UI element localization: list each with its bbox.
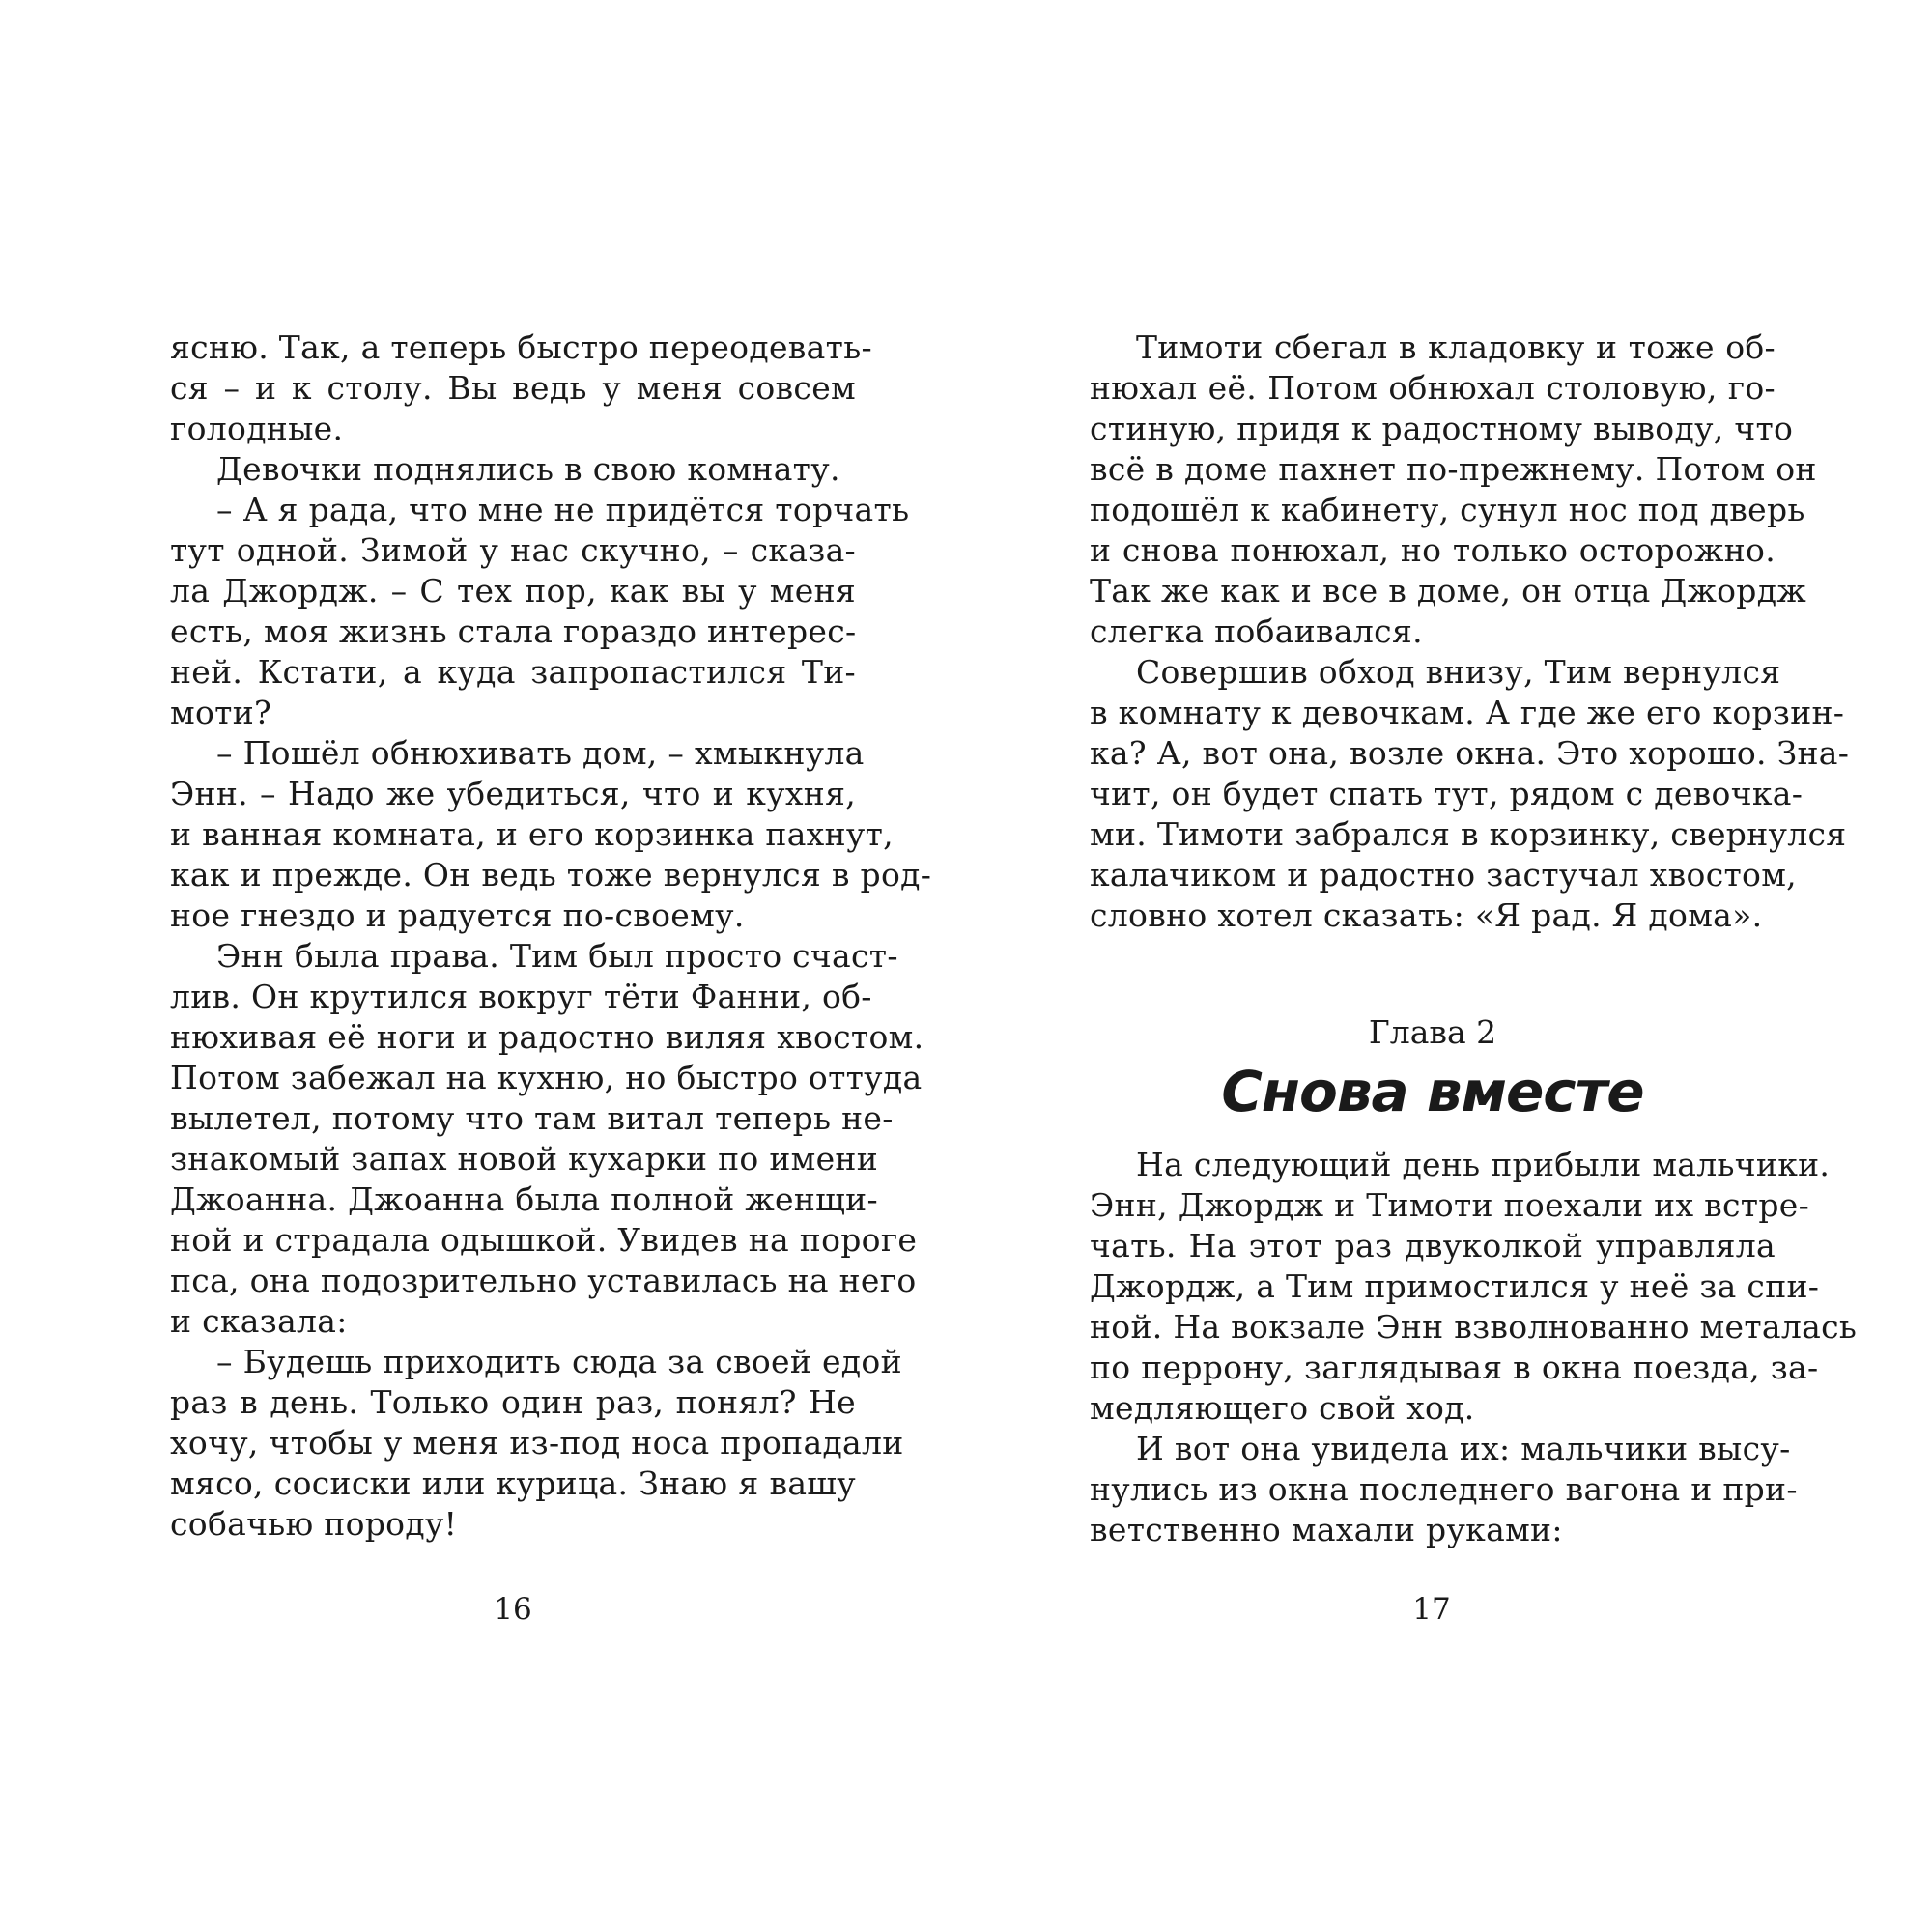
- text-line: – А я рада, что мне не придётся торчать: [216, 491, 910, 528]
- text-line: ветственно махали руками:: [1090, 1511, 1563, 1548]
- chapter-title: Снова вместе: [1221, 1059, 1644, 1124]
- text-line: пса, она подозрительно уставилась на него: [170, 1262, 917, 1299]
- text-line: калачиком и радостно застучал хвостом,: [1090, 856, 1797, 894]
- text-line: ка? А, вот она, возле окна. Это хорошо. Зна-: [1090, 734, 1850, 772]
- text-line: тут одной. Зимой у нас скучно, – сказа-: [170, 531, 856, 569]
- chapter-label: Глава 2: [1368, 1013, 1497, 1051]
- text-line: слегка побаивался.: [1090, 612, 1423, 650]
- text-line: нулись из окна последнего вагона и при-: [1090, 1470, 1798, 1508]
- text-line: есть, моя жизнь стала гораздо интерес-: [170, 612, 857, 650]
- text-line: стиную, придя к радостному выводу, что: [1090, 410, 1794, 447]
- text-line: лив. Он крутился вокруг тёти Фанни, об-: [170, 978, 872, 1015]
- text-line: нюхивая её ноги и радостно виляя хвостом.: [170, 1018, 924, 1056]
- text-line: нюхал её. Потом обнюхал столовую, го-: [1090, 369, 1776, 407]
- text-line: Тимоти сбегал в кладовку и тоже об-: [1136, 328, 1776, 366]
- text-line: словно хотел сказать: «Я рад. Я дома».: [1090, 896, 1763, 934]
- text-line: Энн, Джордж и Тимоти поехали их встре-: [1090, 1186, 1810, 1224]
- text-line: раз в день. Только один раз, понял? Не: [170, 1383, 856, 1421]
- text-line: как и прежде. Он ведь тоже вернулся в род-: [170, 856, 932, 894]
- text-line: – Будешь приходить сюда за своей едой: [216, 1343, 902, 1380]
- text-line: ла Джордж. – С тех пор, как вы у меня: [170, 572, 856, 610]
- text-line: по перрону, заглядывая в окна поезда, за-: [1090, 1349, 1819, 1386]
- text-line: медляющего свой ход.: [1090, 1389, 1475, 1427]
- text-line: ми. Тимоти забрался в корзинку, свернулся: [1090, 815, 1847, 853]
- text-line: чит, он будет спать тут, рядом с девочка-: [1090, 775, 1804, 812]
- text-line: ся – и к столу. Вы ведь у меня совсем: [170, 369, 856, 407]
- text-line: моти?: [170, 694, 271, 731]
- page-number: 16: [494, 1592, 532, 1627]
- text-line: Джордж, а Тим примостился у неё за спи-: [1090, 1267, 1820, 1305]
- text-line: вылетел, потому что там витал теперь не-: [170, 1099, 894, 1137]
- text-line: ней. Кстати, а куда запропастился Ти-: [170, 653, 856, 691]
- text-line: чать. На этот раз двуколкой управляла: [1090, 1227, 1776, 1264]
- text-line: И вот она увидела их: мальчики высу-: [1136, 1430, 1791, 1467]
- text-line: На следующий день прибыли мальчики.: [1136, 1146, 1831, 1183]
- right-page: [966, 0, 1932, 1932]
- text-line: всё в доме пахнет по-прежнему. Потом он: [1090, 450, 1817, 488]
- text-line: Энн была права. Тим был просто счаст-: [216, 937, 898, 975]
- text-line: Так же как и все в доме, он отца Джордж: [1090, 572, 1807, 610]
- text-line: ной и страдала одышкой. Увидев на пороге: [170, 1221, 918, 1259]
- text-line: Совершив обход внизу, Тим вернулся: [1136, 653, 1781, 691]
- text-line: и снова понюхал, но только осторожно.: [1090, 531, 1776, 569]
- text-line: ясню. Так, а теперь быстро переодевать-: [170, 328, 872, 366]
- text-line: – Пошёл обнюхивать дом, – хмыкнула: [216, 734, 865, 772]
- page-number: 17: [1412, 1592, 1451, 1627]
- text-line: хочу, чтобы у меня из-под носа пропадали: [170, 1424, 904, 1462]
- text-line: собачью породу!: [170, 1505, 458, 1543]
- text-line: Потом забежал на кухню, но быстро оттуда: [170, 1059, 923, 1096]
- text-line: ной. На вокзале Энн взволнованно металась: [1090, 1308, 1858, 1346]
- text-line: в комнату к девочкам. А где же его корзин-: [1090, 694, 1845, 731]
- text-line: знакомый запах новой кухарки по имени: [170, 1140, 879, 1178]
- text-line: голодные.: [170, 410, 344, 447]
- text-line: мясо, сосиски или курица. Знаю я вашу: [170, 1464, 856, 1502]
- text-line: ное гнездо и радуется по-своему.: [170, 896, 745, 934]
- text-line: и сказала:: [170, 1302, 348, 1340]
- text-line: и ванная комната, и его корзинка пахнут,: [170, 815, 894, 853]
- text-line: Энн. – Надо же убедиться, что и кухня,: [170, 775, 856, 812]
- text-line: подошёл к кабинету, сунул нос под дверь: [1090, 491, 1805, 528]
- text-line: Джоанна. Джоанна была полной женщи-: [170, 1180, 878, 1218]
- text-line: Девочки поднялись в свою комнату.: [216, 450, 840, 488]
